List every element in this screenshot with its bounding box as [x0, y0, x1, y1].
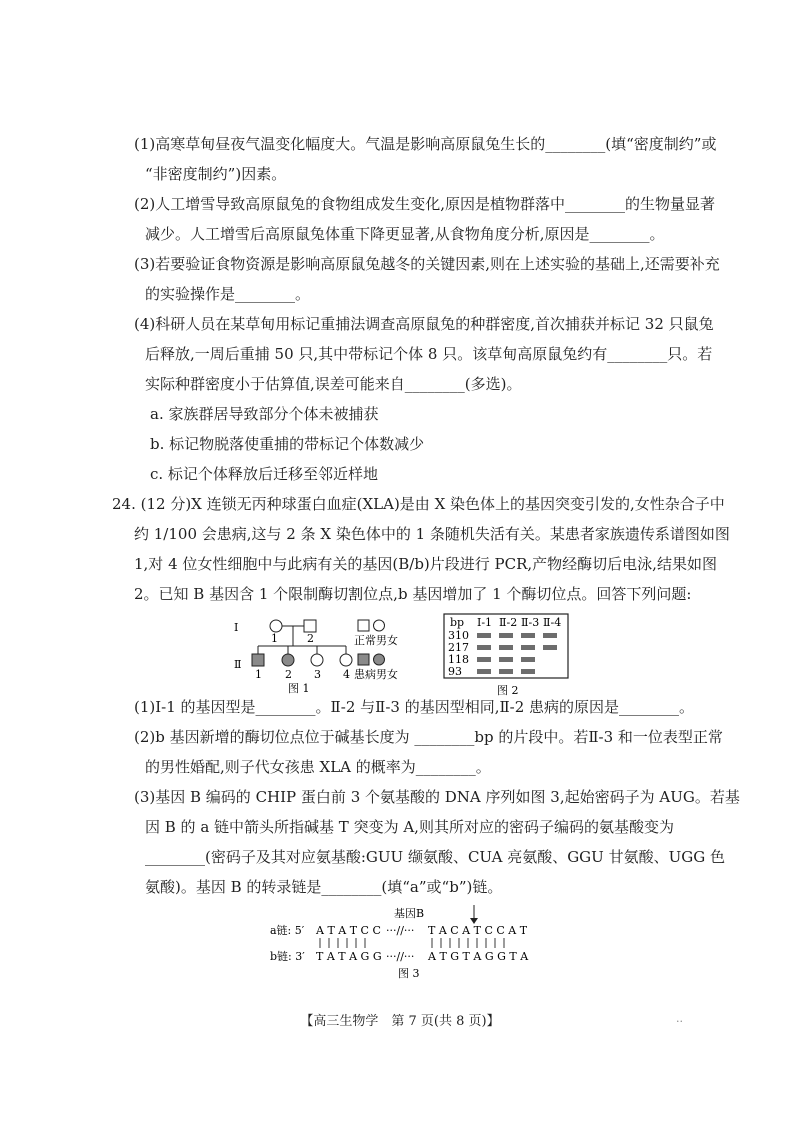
q23-part3-line2: 的实验操作是________。	[145, 285, 311, 303]
generation-II-label: Ⅱ	[234, 658, 242, 671]
pedigree-I-1-female	[270, 620, 282, 632]
pedigree-II-1-affected-male	[252, 654, 264, 666]
corner-mark: ..	[676, 1012, 683, 1025]
generation-I-label: Ⅰ	[234, 621, 239, 634]
gel-lane-label: Ⅱ-3	[521, 616, 540, 629]
II-2-number: 2	[285, 668, 292, 681]
gel-band	[521, 669, 535, 674]
strand-b-seq-left: T A T A G G	[316, 950, 382, 963]
q23-part4-line2: 后释放,一周后重捕 50 只,其中带标记个体 8 只。该草甸高原鼠兔约有________只。若	[145, 345, 713, 363]
figure1-caption: 图 1	[288, 682, 310, 694]
II-1-number: 1	[255, 668, 262, 681]
pedigree-II-4-female	[340, 654, 352, 666]
gel-band	[543, 633, 557, 638]
pedigree-II-2-affected-female	[282, 654, 294, 666]
gel-lane-label: Ⅱ-2	[499, 616, 518, 629]
legend-normal-label: 正常男女	[354, 634, 398, 647]
strand-b-label: b链: 3′	[270, 950, 305, 963]
q24-part3-line4: 氨酸)。基因 B 的转录链是________(填“a”或“b”)链。	[145, 878, 503, 896]
gel-band	[543, 645, 557, 650]
mutation-arrow-icon	[470, 905, 478, 924]
q24-part3-line2: 因 B 的 a 链中箭头所指碱基 T 突变为 A,则其所对应的密码子编码的氨基酸变为	[145, 818, 674, 836]
q23-part3-line1: (3)若要验证食物资源是影响高原鼠兔越冬的关键因素,则在上述实验的基础上,还需要补充	[134, 255, 720, 273]
gel-band	[521, 633, 535, 638]
q24-part3-line3: ________(密码子及其对应氨基酸:GUU 缬氨酸、CUA 亮氨酸、GGU 甘氨酸、UGG 色	[145, 848, 725, 866]
q23-part1-line1: (1)高寒草甸昼夜气温变化幅度大。气温是影响高原鼠兔生长的________(填“密度制约”或	[134, 135, 717, 153]
q24-part3-line1: (3)基因 B 编码的 CHIP 蛋白前 3 个氨基酸的 DNA 序列如图 3,起始密码子为 AUG。若基	[134, 788, 740, 806]
q24-part2-line2: 的男性婚配,则子代女孩患 XLA 的概率为________。	[145, 758, 491, 776]
legend-affected-label: 患病男女	[354, 668, 398, 681]
gel-band	[521, 645, 535, 650]
strand-b-seq-right: A T G T A G G T A	[428, 950, 529, 963]
q23-option-a: a. 家族群居导致部分个体未被捕获	[150, 405, 379, 423]
q23-option-c: c. 标记个体释放后迁移至邻近样地	[150, 465, 378, 483]
gel-band	[521, 657, 535, 662]
gel-band	[499, 633, 513, 638]
q24-stem-line3: 1,对 4 位女性细胞中与此病有关的基因(B/b)片段进行 PCR,产物经酶切后电泳,结果如图	[134, 555, 717, 573]
gel-band	[477, 657, 491, 662]
q23-option-b: b. 标记物脱落使重捕的带标记个体数减少	[150, 435, 425, 453]
strand-a-label: a链: 5′	[270, 924, 305, 937]
strand-a-seq-left: A T A T C C	[316, 924, 381, 937]
pedigree-I-2-male	[304, 620, 316, 632]
base-pair-bonds	[320, 938, 504, 948]
q24-part2-line1: (2)b 基因新增的酶切位点位于碱基长度为 ________bp 的片段中。若Ⅱ-3 和一位表型正常	[134, 728, 723, 746]
q24-stem-line4: 2。已知 B 基因含 1 个限制酶切割位点,b 基因增加了 1 个酶切位点。回答下列问题:	[134, 585, 692, 603]
legend-affected-male-icon	[358, 654, 369, 665]
q23-part4-line3: 实际种群密度小于估算值,误差可能来自________(多选)。	[145, 375, 522, 393]
I-2-number: 2	[307, 632, 314, 645]
I-1-number: 1	[271, 632, 278, 645]
gel-band	[477, 669, 491, 674]
strand-a-seq-right: T A C A T C C A T	[428, 924, 528, 937]
gel-size-label: 118	[448, 653, 469, 666]
strand-b-break: ···//···	[386, 950, 415, 963]
strand-a-break: ···//···	[386, 924, 415, 937]
gel-band	[499, 645, 513, 650]
gel-band	[477, 645, 491, 650]
q23-part2-line1: (2)人工增雪导致高原鼠兔的食物组成发生变化,原因是植物群落中________的生物量显著	[134, 195, 716, 213]
legend-affected-female-icon	[374, 654, 385, 665]
q24-stem-line1: 24. (12 分)X 连锁无丙种球蛋白血症(XLA)是由 X 染色体上的基因突变引发的,女性杂合子中	[112, 495, 725, 513]
gel-size-label: 93	[448, 665, 462, 678]
pedigree-II-3-female	[311, 654, 323, 666]
legend-normal-male-icon	[358, 620, 369, 631]
II-4-number: 4	[343, 668, 350, 681]
dna-sequence-figure	[268, 903, 538, 981]
gene-B-label: 基因B	[394, 907, 425, 920]
pedigree-figure	[228, 612, 418, 694]
figure2-caption: 图 2	[497, 684, 519, 696]
q23-part2-line2: 减少。人工增雪后高原鼠兔体重下降更显著,从食物角度分析,原因是________。	[145, 225, 665, 243]
gel-size-label: 217	[448, 641, 469, 654]
q24-part1: (1)Ⅰ-1 的基因型是________。Ⅱ-2 与Ⅱ-3 的基因型相同,Ⅱ-2 患病的原因是________。	[134, 698, 695, 716]
gel-size-label: 310	[448, 629, 469, 642]
gel-band	[477, 633, 491, 638]
q24-stem-line2: 约 1/100 会患病,这与 2 条 X 染色体中的 1 条随机失活有关。某患者家族遗传系谱图如图	[134, 525, 730, 543]
q23-part4-line1: (4)科研人员在某草甸用标记重捕法调查高原鼠兔的种群密度,首次捕获并标记 32 只鼠兔	[134, 315, 714, 333]
gel-band	[499, 657, 513, 662]
gel-lane-label: Ⅰ-1	[477, 616, 493, 629]
gel-lane-label: Ⅱ-4	[543, 616, 562, 629]
gel-figure	[443, 612, 573, 696]
q23-part1-line2: “非密度制约”)因素。	[145, 165, 287, 183]
gel-bp-label: bp	[450, 616, 465, 629]
II-3-number: 3	[314, 668, 321, 681]
legend-normal-female-icon	[374, 620, 385, 631]
gel-band	[499, 669, 513, 674]
page-footer: 【高三生物学 第 7 页(共 8 页)】	[300, 1014, 500, 1029]
figure3-caption: 图 3	[398, 967, 420, 980]
